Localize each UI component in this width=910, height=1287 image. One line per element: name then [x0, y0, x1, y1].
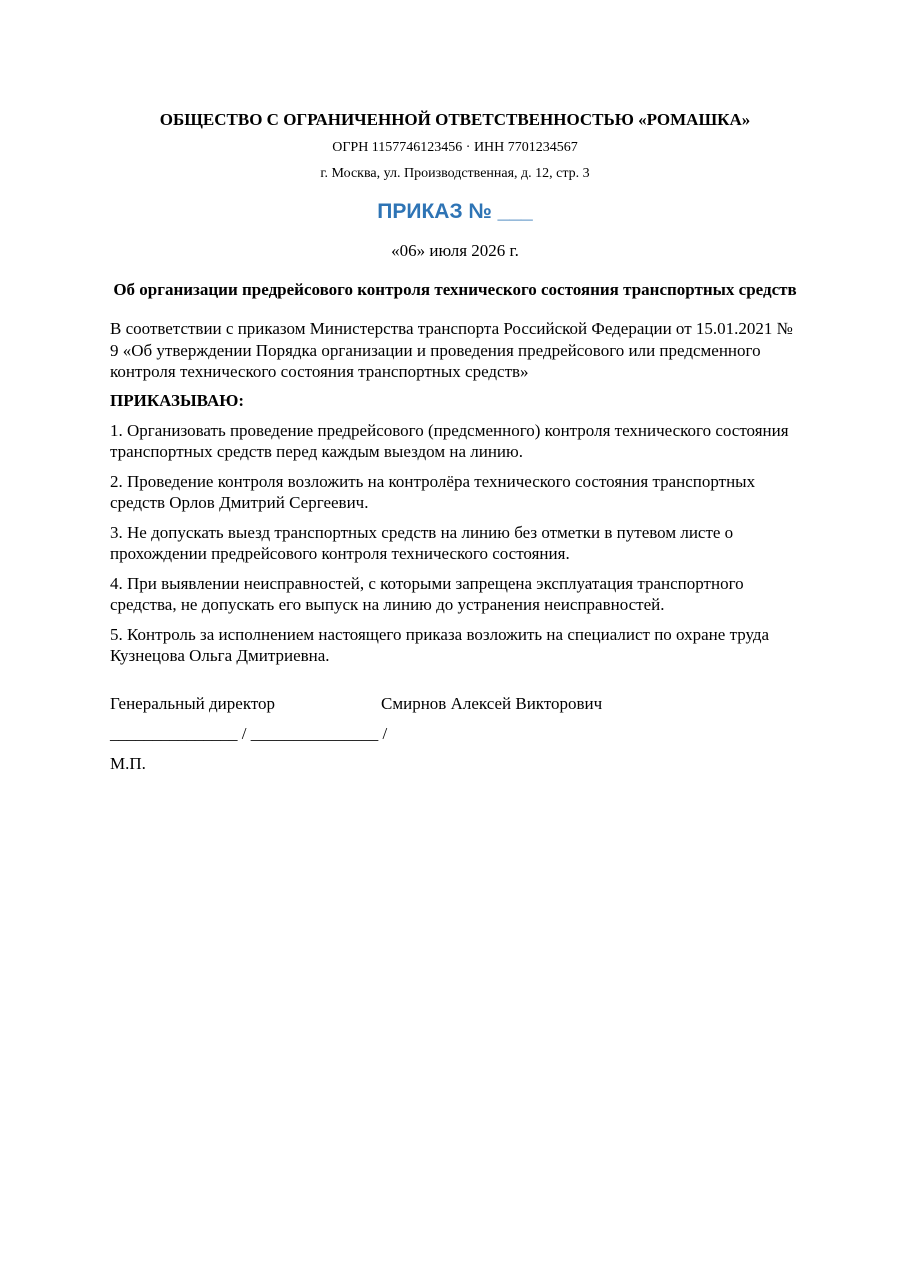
order-item: 2. Проведение контроля возложить на контролёра технического состояния транспортных средств Орлов Дмитрий Сергеевич.: [110, 471, 756, 512]
order-item: 3. Не допускать выезд транспортных средств на линию без отметки в путевом листе о прохождении предрейсового контроля технического состояния.: [110, 522, 734, 563]
order-title: ПРИКАЗ № ___: [377, 200, 533, 223]
order-item: 4. При выявлении неисправностей, с которыми запрещена эксплуатация транспортного средства, не допускать его выпуск на линию до устранения неисправностей.: [110, 573, 744, 614]
order-item: 1. Организовать проведение предрейсового (предсменного) контроля технического состояния транспортных средств перед каждым выездом на линию.: [110, 420, 789, 461]
signature-block: [110, 693, 800, 715]
order-subject: Об организации предрейсового контроля технического состояния транспортных средств: [113, 280, 797, 299]
signatory-name: Смирнов Алексей Викторович: [381, 693, 603, 713]
order-directive-word: ПРИКАЗЫВАЮ:: [110, 390, 245, 410]
organization-name: ОБЩЕСТВО С ОГРАНИЧЕННОЙ ОТВЕТСТВЕННОСТЬЮ «РОМАШКА»: [159, 110, 751, 129]
organization-address: г. Москва, ул. Производственная, д. 12, стр. 3: [320, 166, 590, 181]
order-date: «06» июля 2026 г.: [391, 241, 519, 260]
registration-numbers: ОГРН 1157746123456 · ИНН 7701234567: [332, 140, 578, 155]
signature-lines: _______________ / _______________ /: [110, 723, 388, 743]
stamp-placeholder: М.П.: [110, 753, 146, 773]
order-item: 5. Контроль за исполнением настоящего приказа возложить на специалист по охране труда Кузнецова Ольга Дмитриевна.: [110, 624, 770, 665]
document-page: [110, 108, 800, 775]
order-preamble: В соответствии с приказом Министерства транспорта Российской Федерации от 15.01.2021 № 9 «Об утверждении Порядка организации и проведения предрейсового или предсменного контроля технического состояния транспортных средств»: [110, 319, 793, 381]
signatory-position: Генеральный директор: [110, 693, 276, 713]
